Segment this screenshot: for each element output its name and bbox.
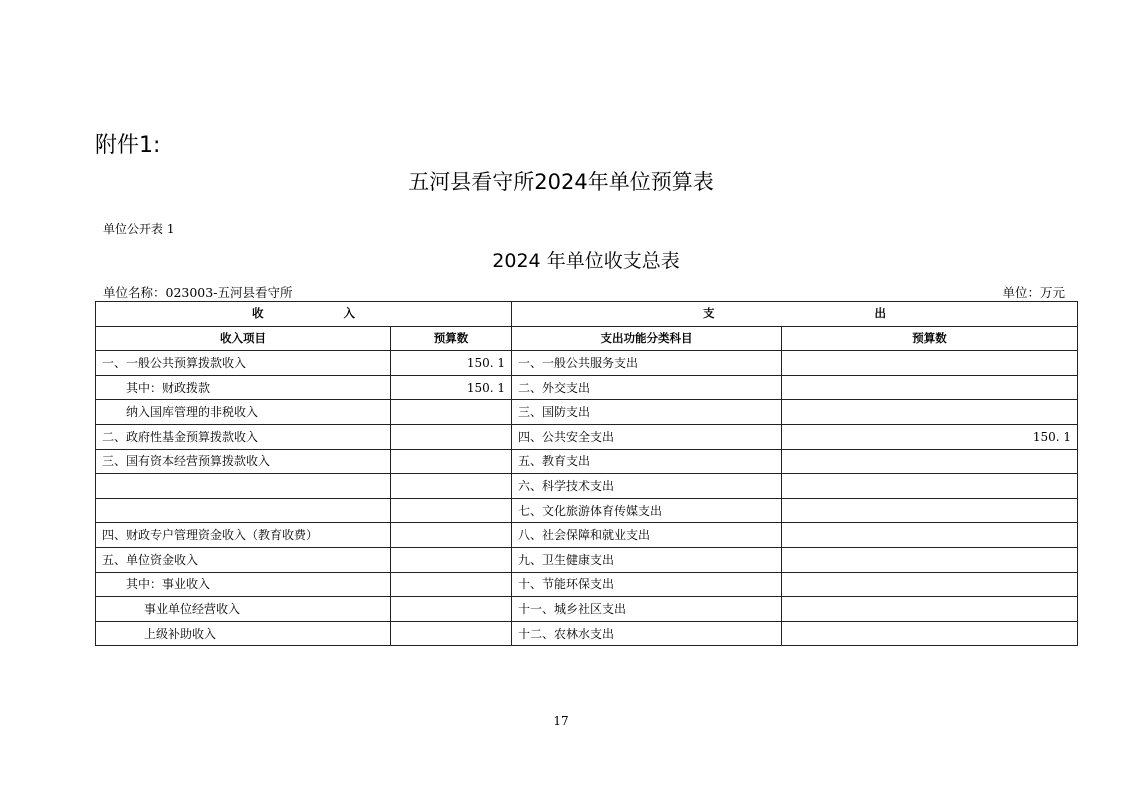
income-item-cell: 一、一般公共预算拨款收入 (96, 351, 391, 376)
expense-budget-cell (782, 547, 1078, 572)
income-item-cell: 二、政府性基金预算拨款收入 (96, 424, 391, 449)
expense-budget-cell (782, 621, 1078, 646)
income-item-cell (96, 474, 391, 499)
expense-budget-cell (782, 498, 1078, 523)
expense-budget-cell (782, 351, 1078, 376)
unit-name: 单位名称：023003-五河县看守所 (103, 285, 293, 300)
expense-item-header: 支出功能分类科目 (512, 326, 782, 351)
income-budget-cell (391, 547, 512, 572)
expense-item-cell: 三、国防支出 (512, 400, 782, 425)
income-budget-cell (391, 621, 512, 646)
income-budget-cell (391, 424, 512, 449)
income-budget-cell (391, 474, 512, 499)
income-budget-cell: 150. 1 (391, 375, 512, 400)
table-row (96, 572, 1078, 597)
form-code: 单位公开表 1 (103, 222, 175, 236)
income-item-cell: 三、国有资本经营预算拨款收入 (96, 449, 391, 474)
expense-item-cell: 十一、城乡社区支出 (512, 597, 782, 622)
income-budget-cell (391, 523, 512, 548)
income-item-cell: 四、财政专户管理资金收入（教育收费） (96, 523, 391, 548)
income-budget-header: 预算数 (391, 326, 512, 351)
income-item-cell: 纳入国库管理的非税收入 (96, 400, 391, 425)
section-header-row (96, 302, 1078, 327)
expense-budget-cell (782, 572, 1078, 597)
expense-header-b: 出 (874, 306, 886, 321)
table-row (96, 449, 1078, 474)
income-header-b: 入 (343, 306, 355, 321)
page-number: 17 (553, 714, 569, 728)
income-item-cell: 五、单位资金收入 (96, 547, 391, 572)
meta-row (103, 283, 1065, 299)
column-header-row (96, 326, 1078, 351)
table-row (96, 498, 1078, 523)
table-row (96, 424, 1078, 449)
income-budget-cell (391, 572, 512, 597)
unit-currency: 单位：万元 (1002, 285, 1065, 300)
expense-item-cell: 七、文化旅游体育传媒支出 (512, 498, 782, 523)
expense-budget-cell (782, 400, 1078, 425)
document-title: 五河县看守所2024年单位预算表 (408, 170, 714, 194)
income-budget-cell (391, 498, 512, 523)
expense-budget-cell: 150. 1 (782, 424, 1078, 449)
expense-budget-cell (782, 474, 1078, 499)
expense-budget-cell (782, 597, 1078, 622)
income-item-cell: 其中：财政拨款 (96, 375, 391, 400)
income-section-header (96, 302, 512, 327)
expense-budget-cell (782, 449, 1078, 474)
expense-item-cell: 十、节能环保支出 (512, 572, 782, 597)
budget-table (95, 301, 1078, 646)
table-row (96, 547, 1078, 572)
table-row (96, 351, 1078, 376)
expense-item-cell: 五、教育支出 (512, 449, 782, 474)
expense-budget-cell (782, 375, 1078, 400)
income-header-a: 收 (252, 306, 264, 321)
expense-item-cell: 六、科学技术支出 (512, 474, 782, 499)
income-item-cell: 事业单位经营收入 (96, 597, 391, 622)
table-row (96, 474, 1078, 499)
income-budget-cell: 150. 1 (391, 351, 512, 376)
table-row (96, 375, 1078, 400)
expense-item-cell: 八、社会保障和就业支出 (512, 523, 782, 548)
income-budget-cell (391, 449, 512, 474)
expense-header-a: 支 (703, 306, 715, 321)
income-item-cell: 上级补助收入 (96, 621, 391, 646)
attachment-label: 附件1: (95, 133, 161, 158)
expense-budget-header: 预算数 (782, 326, 1078, 351)
expense-budget-cell (782, 523, 1078, 548)
income-item-header: 收入项目 (96, 326, 391, 351)
income-budget-cell (391, 597, 512, 622)
income-item-cell: 其中：事业收入 (96, 572, 391, 597)
expense-item-cell: 十二、农林水支出 (512, 621, 782, 646)
expense-item-cell: 九、卫生健康支出 (512, 547, 782, 572)
expense-section-header (512, 302, 1078, 327)
table-row (96, 523, 1078, 548)
table-row (96, 597, 1078, 622)
table-row (96, 400, 1078, 425)
income-budget-cell (391, 400, 512, 425)
income-item-cell (96, 498, 391, 523)
expense-item-cell: 四、公共安全支出 (512, 424, 782, 449)
expense-item-cell: 二、外交支出 (512, 375, 782, 400)
table-title: 2024 年单位收支总表 (492, 250, 680, 272)
table-row (96, 621, 1078, 646)
expense-item-cell: 一、一般公共服务支出 (512, 351, 782, 376)
